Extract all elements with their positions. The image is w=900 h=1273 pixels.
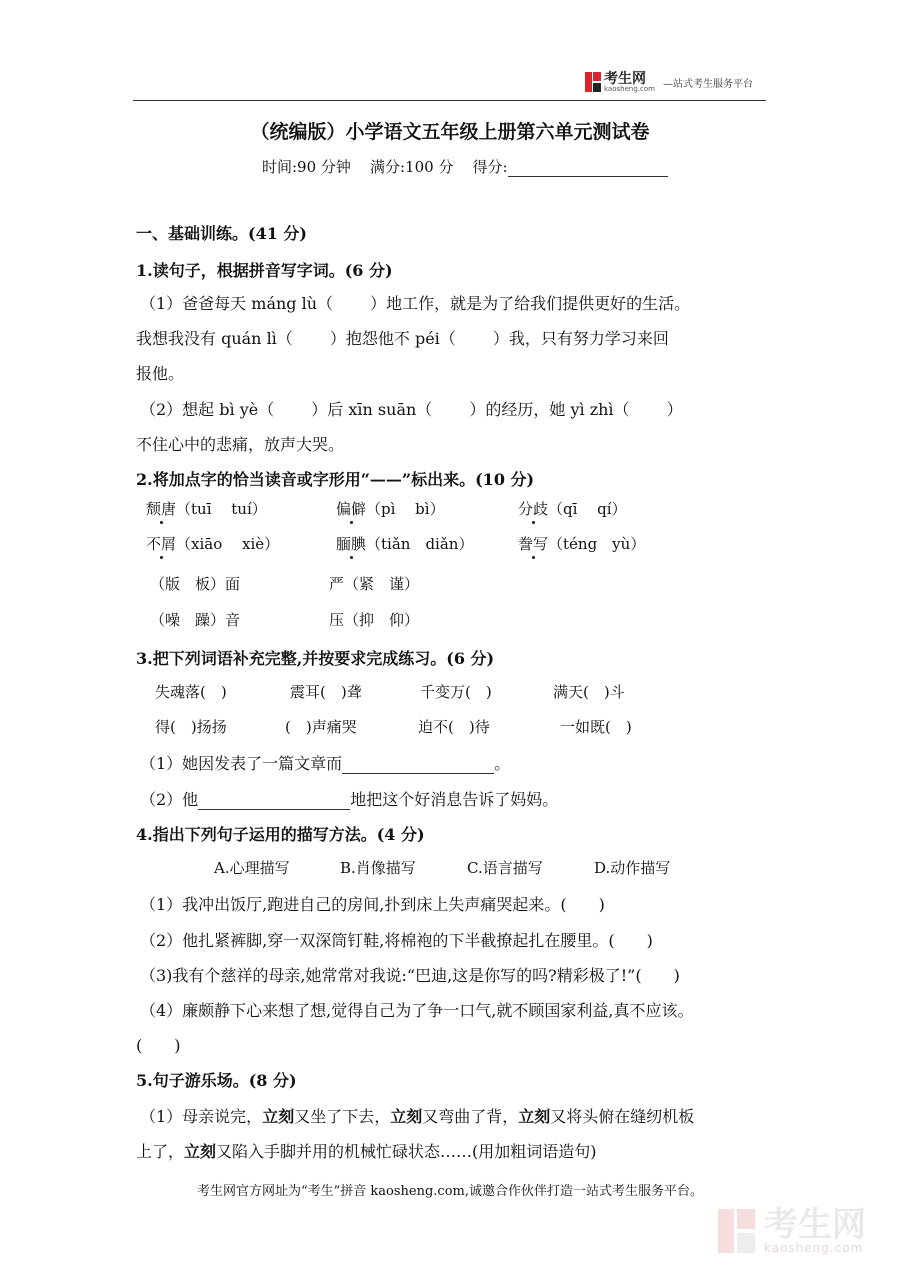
watermark [718, 1205, 866, 1255]
logo-subtext: kaosheng.com [604, 84, 655, 93]
watermark-text: 考生网 [764, 1205, 866, 1245]
q2-item: 偏僻（pì bì） [336, 500, 445, 518]
answer-blank[interactable] [198, 794, 350, 810]
q4-item: ( ) [136, 1036, 181, 1055]
q3-word: 震耳( )聋 [290, 683, 362, 701]
q4-item: （4）廉颇静下心来想了想,觉得自己为了争一口气,就不顾国家利益,真不应该。 [140, 1001, 694, 1020]
q3-exercise-2: （2）他 地把这个好消息告诉了妈妈。 [140, 790, 559, 809]
q1-line: （2）想起 bì yè（ ）后 xīn suān（ ）的经历，她 yì zhì（ ） [140, 400, 683, 419]
q5-title: 5.句子游乐场。(8 分) [136, 1071, 297, 1090]
q4-option: B.肖像描写 [340, 859, 416, 877]
page-title: （统编版）小学语文五年级上册第六单元测试卷 [250, 121, 650, 143]
q2-item: 不屑（xiāo xiè） [146, 535, 280, 553]
q1-line: （1）爸爸每天 máng lù（ ）地工作，就是为了给我们提供更好的生活。 [140, 294, 691, 313]
watermark-subtext: kaosheng.com [764, 1241, 864, 1255]
q4-item: （3)我有个慈祥的母亲,她常常对我说:“巴迪,这是你写的吗?精彩极了!”( ) [140, 966, 680, 985]
q4-item: （2）他扎紧裤脚,穿一双深筒钉鞋,将棉袍的下半截撩起扎在腰里。( ) [140, 931, 653, 950]
q4-option: C.语言描写 [467, 859, 543, 877]
q2-form: 压（抑 仰） [329, 611, 420, 629]
q1-title: 1.读句子，根据拼音写字词。(6 分) [136, 261, 393, 280]
score-blank[interactable] [508, 162, 668, 177]
q1-line: 报他。 [136, 364, 185, 383]
q2-form: （噪 躁）音 [150, 611, 241, 629]
q2-title: 2.将加点字的恰当读音或字形用“——”标出来。(10 分) [136, 470, 535, 489]
section-heading: 一、基础训练。(41 分) [136, 224, 307, 243]
q4-item: （1）我冲出饭厅,跑进自己的房间,扑到床上失声痛哭起来。( ) [140, 895, 605, 914]
q3-exercise-1: （1）她因发表了一篇文章而 。 [140, 754, 511, 773]
logo-text: 考生网 [604, 70, 646, 87]
header-divider [133, 100, 766, 101]
q3-title: 3.把下列词语补充完整,并按要求完成练习。(6 分) [136, 649, 495, 668]
page-footer: 考生网官方网址为“考生”拼音 kaosheng.com,诚邀合作伙伴打造一站式考生服务平台。 [196, 1184, 703, 1199]
q4-option: D.动作描写 [594, 859, 671, 877]
exam-score-label: 得分: [472, 158, 508, 176]
q1-line: 我想我没有 quán lì（ ）抱怨他不 péi（ ）我，只有努力学习来回 [136, 329, 669, 348]
q3-word: 迫不( )待 [418, 718, 490, 736]
q4-option: A.心理描写 [214, 859, 290, 877]
exam-full-score: 满分:100 分 [370, 158, 454, 176]
q3-word: 千变万( ) [420, 683, 492, 701]
q2-item: 腼腆（tiǎn diǎn） [336, 535, 474, 553]
q3-word: 满天( )斗 [553, 683, 625, 701]
q3-word: 失魂落( ) [155, 683, 227, 701]
q2-form: 严（紧 谨） [329, 575, 420, 593]
header-logo [585, 70, 753, 94]
header-slogan: —站式考生服务平台 [662, 78, 753, 90]
exam-time: 时间:90 分钟 [262, 158, 351, 176]
watermark-logo-icon [718, 1209, 758, 1253]
logo-icon [585, 70, 601, 94]
q2-form: （版 板）面 [150, 575, 241, 593]
q3-word: 得( )扬扬 [155, 718, 227, 736]
q5-line: （1）母亲说完，立刻又坐了下去，立刻又弯曲了背，立刻又将头俯在缝纫机板 [140, 1107, 695, 1126]
q5-line: 上了，立刻又陷入手脚并用的机械忙碌状态……(用加粗词语造句) [136, 1142, 597, 1161]
q3-word: 一如既( ) [560, 718, 632, 736]
q3-word: ( )声痛哭 [285, 718, 357, 736]
q2-item: 分歧（qī qí） [518, 500, 627, 518]
q2-item: 誊写（téng yù） [518, 535, 646, 553]
exam-meta [262, 156, 668, 177]
answer-blank[interactable] [342, 758, 494, 774]
q2-item: 颓唐（tuī tuí） [146, 500, 267, 518]
q1-line: 不住心中的悲痛，放声大哭。 [136, 435, 345, 454]
q4-title: 4.指出下列句子运用的描写方法。(4 分) [136, 825, 425, 844]
